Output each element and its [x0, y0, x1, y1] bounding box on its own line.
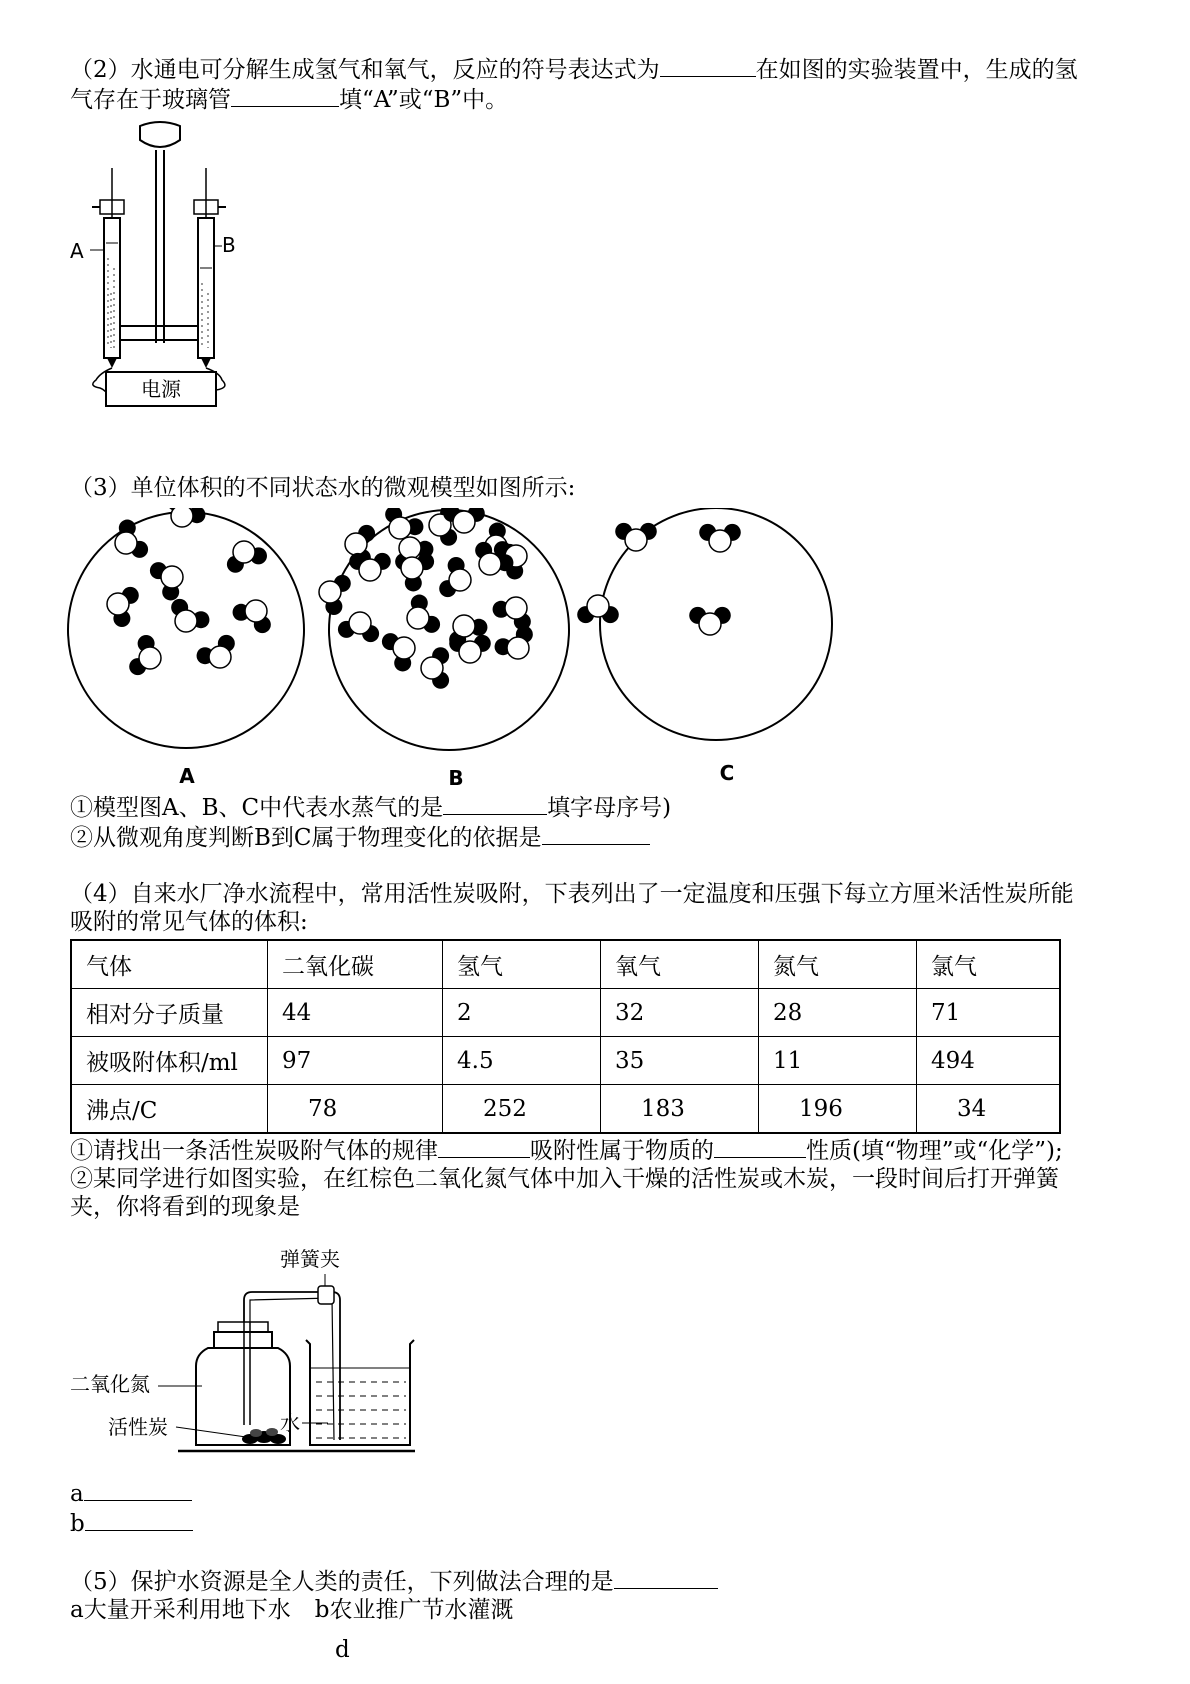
q2-text-1b: 在如图的实验装置中，生成的氢 — [755, 57, 1078, 83]
q2-text-2a: 气存在于玻璃管 — [70, 87, 231, 113]
water-molecule — [115, 520, 148, 558]
q2-text-2b: 填“A”或“B”中。 — [339, 87, 509, 113]
carbon-adsorption-apparatus — [70, 1240, 420, 1462]
model-b — [319, 508, 569, 750]
q3-blank-basis[interactable] — [542, 822, 650, 845]
water-molecule — [382, 633, 415, 671]
q3-sub-2 — [70, 822, 650, 852]
water-molecule — [167, 508, 205, 527]
water-molecule — [449, 635, 491, 663]
table-cell: 二氧化碳 — [268, 940, 443, 989]
carbon-label: 活性炭 — [108, 1415, 168, 1439]
water-molecule — [401, 553, 434, 591]
gas-label: 二氧化氮 — [70, 1372, 150, 1396]
tube-label-a: A — [70, 239, 84, 263]
q5-option-b: b农业推广节水灌溉 — [314, 1597, 514, 1623]
q4-sub-2-line-1: ②某同学进行如图实验，在红棕色二氧化氮气体中加入干燥的活性炭或木炭，一段时间后打开弹簧 — [70, 1166, 1059, 1192]
water-molecule — [421, 647, 449, 689]
table-cell: 氮气 — [759, 940, 917, 989]
water-molecule — [319, 575, 351, 615]
q3-sub-2-text: ②从微观角度判断B到C属于物理变化的依据是 — [70, 825, 542, 851]
q4-blank-a[interactable] — [84, 1478, 192, 1501]
model-a — [68, 508, 304, 748]
table-row — [71, 1037, 1060, 1085]
water-molecule — [129, 635, 161, 675]
water-molecule — [233, 600, 271, 633]
water-molecule — [495, 626, 533, 659]
table-cell: 196 — [759, 1085, 917, 1134]
q2-blank-tube[interactable] — [231, 84, 339, 107]
q5-intro — [70, 1566, 718, 1596]
water-molecule — [338, 612, 379, 642]
water-molecule — [439, 557, 471, 597]
q4-blank-property[interactable] — [714, 1135, 806, 1158]
power-label: 电源 — [141, 377, 181, 401]
model-label-c: C — [719, 761, 735, 785]
model-c — [577, 508, 832, 740]
water-molecule — [577, 595, 619, 623]
water-molecule — [227, 541, 267, 573]
q3-sub-1-text: ①模型图A、B、C中代表水蒸气的是 — [70, 795, 444, 821]
table-cell: 78 — [268, 1085, 443, 1134]
table-cell: 氧气 — [601, 940, 759, 989]
table-cell: 4.5 — [443, 1037, 601, 1085]
table-row — [71, 1085, 1060, 1134]
q5-option-a: a大量开采利用地下水 — [70, 1597, 291, 1623]
q4-sub-1-mid: 吸附性属于物质的 — [530, 1138, 714, 1164]
tube-label-b: B — [222, 233, 236, 257]
q2-text-1a: （2）水通电可分解生成氢气和氧气，反应的符号表达式为 — [70, 57, 660, 83]
q3-intro: （3）单位体积的不同状态水的微观模型如图所示: — [70, 475, 576, 501]
model-label-a: A — [179, 764, 195, 788]
q4-intro-1: （4）自来水厂净水流程中，常用活性炭吸附，下表列出了一定温度和压强下每立方厘米活性炭所能 — [70, 881, 1074, 907]
table-cell: 2 — [443, 989, 601, 1037]
q3-blank-vapor[interactable] — [443, 792, 547, 815]
table-cell: 44 — [268, 989, 443, 1037]
table-cell: 35 — [601, 1037, 759, 1085]
water-molecule — [615, 523, 657, 551]
table-cell: 252 — [443, 1085, 601, 1134]
table-cell: 沸点/C — [71, 1085, 268, 1134]
q4-answer-a — [70, 1478, 192, 1508]
q4-sub-1-text: ①请找出一条活性炭吸附气体的规律 — [70, 1138, 438, 1164]
water-molecule — [689, 607, 731, 635]
electrolysis-apparatus — [70, 118, 250, 438]
water-molecule — [197, 635, 235, 668]
q3-sub-1 — [70, 792, 671, 822]
clip-label: 弹簧夹 — [280, 1247, 340, 1271]
q4-blank-rule[interactable] — [438, 1135, 530, 1158]
table-cell: 183 — [601, 1085, 759, 1134]
water-molecule — [171, 599, 209, 632]
table-cell: 28 — [759, 989, 917, 1037]
table-cell: 97 — [268, 1037, 443, 1085]
q4-sub-2-line-2: 夹，你将看到的现象是 — [70, 1194, 300, 1220]
q4-sub-1-tail: 性质(填“物理”或“化学”); — [806, 1138, 1063, 1164]
water-molecule — [699, 524, 741, 552]
q2-line-2 — [70, 84, 508, 114]
water-molecule — [150, 562, 183, 600]
q4-blank-b[interactable] — [85, 1508, 193, 1531]
table-cell: 494 — [917, 1037, 1061, 1085]
q5-options — [70, 1596, 513, 1624]
q4-answer-b — [70, 1508, 193, 1538]
table-row — [71, 989, 1060, 1037]
q5-intro-text: （5）保护水资源是全人类的责任，下列做法合理的是 — [70, 1569, 614, 1595]
table-cell: 相对分子质量 — [71, 989, 268, 1037]
table-cell: 氢气 — [443, 940, 601, 989]
water-molecule — [107, 587, 139, 627]
table-cell: 34 — [917, 1085, 1061, 1134]
q5-option-d: d — [335, 1637, 350, 1663]
q3-sub-1-tail: 填字母序号) — [547, 795, 672, 821]
table-cell: 32 — [601, 989, 759, 1037]
water-molecule — [493, 597, 531, 630]
table-cell: 71 — [917, 989, 1061, 1037]
q2-line-1 — [70, 54, 1078, 84]
table-cell: 氯气 — [917, 940, 1061, 989]
table-cell: 被吸附体积/ml — [71, 1037, 268, 1085]
water-molecule — [385, 508, 423, 539]
q4-intro-2: 吸附的常见气体的体积: — [70, 909, 308, 935]
water-label: 水 — [280, 1411, 300, 1435]
water-molecule — [407, 595, 440, 633]
water-state-models — [60, 508, 850, 790]
model-label-b: B — [448, 766, 464, 790]
table-cell: 11 — [759, 1037, 917, 1085]
table-cell: 气体 — [71, 940, 268, 989]
q2-blank-equation[interactable] — [660, 54, 756, 77]
q4-sub-1 — [70, 1135, 1063, 1165]
table-header-row — [71, 940, 1060, 989]
q5-blank[interactable] — [614, 1566, 718, 1589]
gas-adsorption-table — [70, 939, 1061, 1134]
q4-answer-b-label: b — [70, 1511, 85, 1537]
q4-answer-a-label: a — [70, 1481, 84, 1507]
